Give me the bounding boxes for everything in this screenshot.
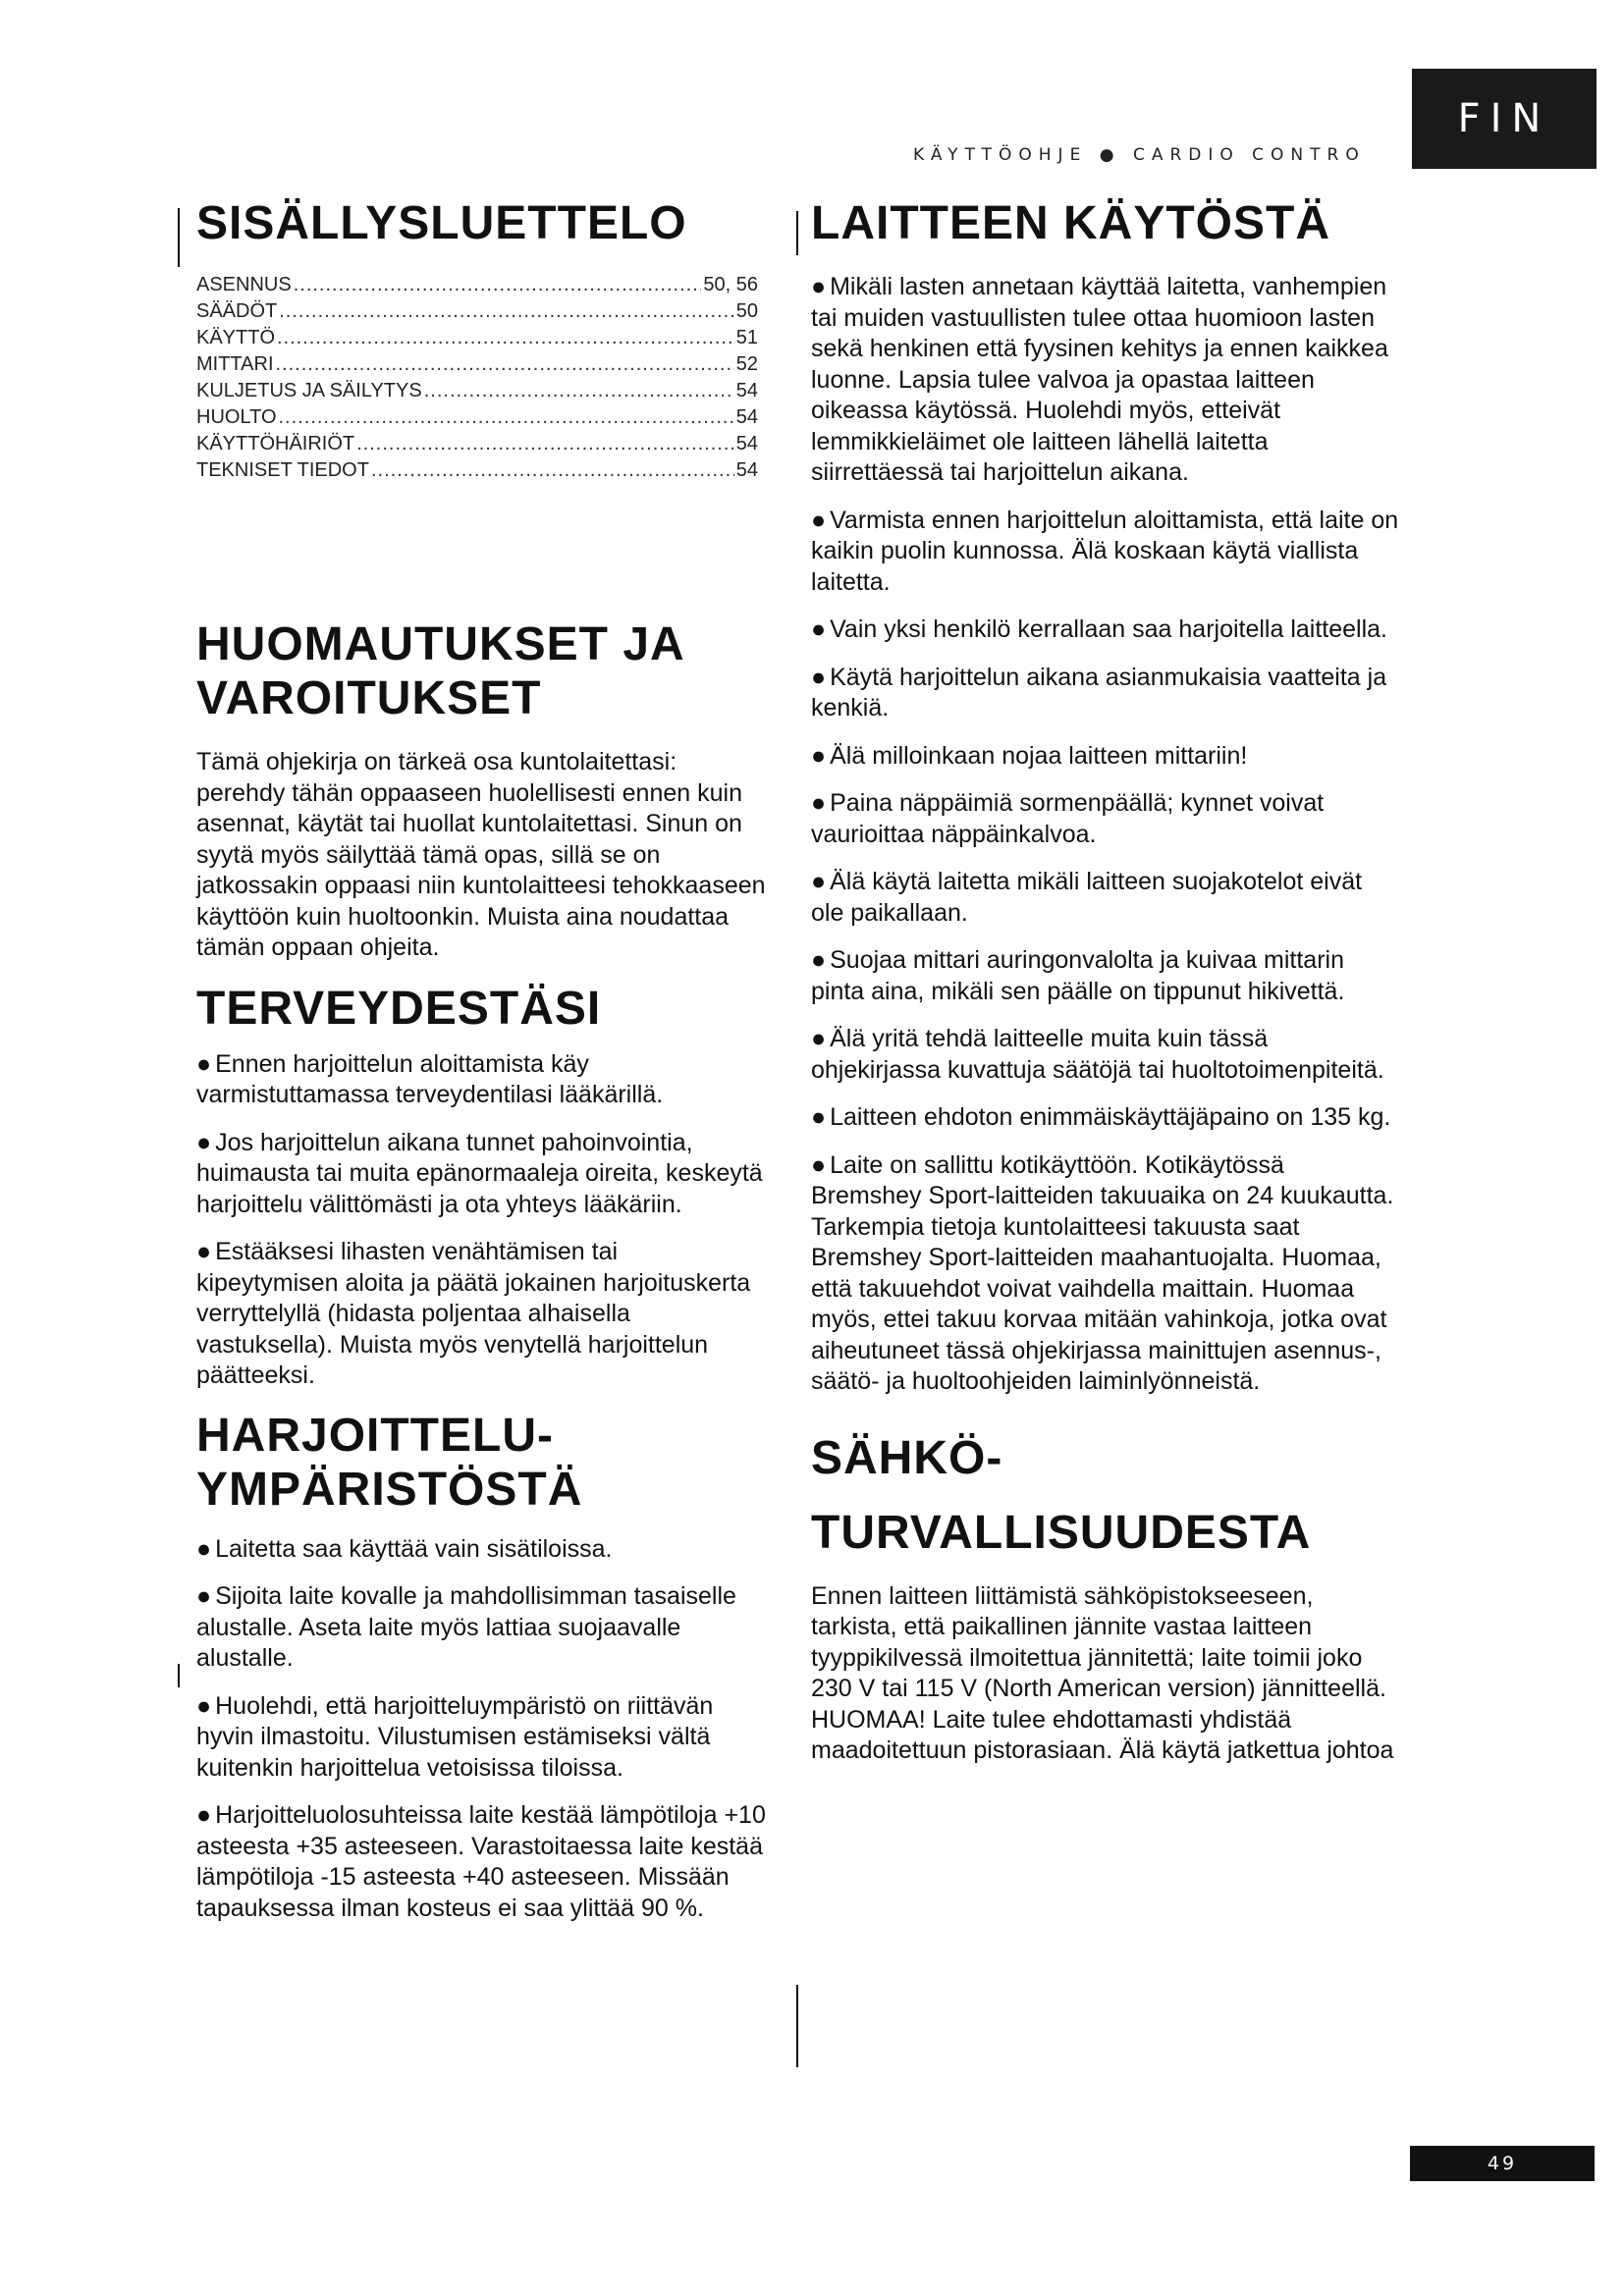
toc-row (196, 272, 758, 298)
toc-leader (424, 378, 734, 404)
bullet-text: Älä käytä laitetta mikäli laitteen suojakotelot eivät ole paikallaan. (811, 868, 1363, 927)
section-heading: LAITTEEN KÄYTÖSTÄ (811, 197, 1330, 249)
bullet-text: Varmista ennen harjoittelun aloittamista, että laite on kaikin puolin kunnossa. Älä koskaan käytä viallista laitetta. (811, 506, 1399, 596)
bullet-item: ● Vain yksi henkilö kerrallaan saa harjoitella laitteella. (811, 615, 1388, 643)
bullet-item: ● Älä milloinkaan nojaa laitteen mittariin! (811, 741, 1248, 770)
bullet-item: ● Älä yritä tehdä laitteelle muita kuin tässä ohjekirjassa kuvattuja säätöjä tai huoltotoimenpiteitä. (811, 1025, 1384, 1084)
bullet-text: Estääksesi lihasten venähtämisen tai kipeytymisen aloita ja päätä jokainen harjoituskerta verryttelyllä (hidasta poljentaa alhaisella vastuksella). Muista myös venytellä harjoittelun päätteeksi. (196, 1238, 751, 1389)
toc-leader (294, 272, 702, 298)
toc-leader (279, 404, 734, 431)
right-column (811, 196, 1400, 1767)
toc-leader (279, 298, 734, 325)
toc-label: SÄÄDÖT (196, 300, 278, 322)
toc-page: 50, 56 (703, 274, 758, 295)
environment-section (196, 1409, 766, 1925)
toc-label: HUOLTO (196, 406, 277, 428)
column-rule (796, 1985, 798, 2067)
toc-row (196, 404, 758, 431)
bullet-item: ● Suojaa mittari auringonvalolta ja kuivaa mittarin pinta aina, mikäli sen päälle on tippunut hikivettä. (811, 946, 1345, 1005)
bullet-text: Ennen harjoittelun aloittamista käy varmistuttamassa terveydentilasi lääkärillä. (196, 1049, 664, 1108)
toc-row (196, 325, 758, 351)
bullet-text: Harjoitteluolosuhteissa laite kestää lämpötiloja +10 asteesta +35 asteeseen. Varastoitaessa laite kestää lämpötiloja -15 asteesta +40 asteeseen. Missään tapauksessa ilman kosteus ei saa ylittää 90 %. (196, 1801, 766, 1922)
toc-row (196, 378, 758, 404)
toc-label: MITTARI (196, 353, 274, 375)
warnings-section (196, 617, 766, 964)
toc-row (196, 351, 758, 378)
bullet-text: Laite on sallittu kotikäyttöön. Kotikäytössä Bremshey Sport-laitteiden takuuaika on 24 kuukautta. Tarkempia tietoja kuntolaitteesi takuusta saat Bremshey Sport-laitteiden maahantuojalta. Huomaa, että takuuehdot voivat vaihdella maittain. Huomaa myös, ettei takuu korvaa mitään vahinkoja, jotka ovat aiheutuneet tässä ohjekirjassa mainittujen asennus-, säätö- ja huoltoohjeiden laiminlyönneistä. (811, 1150, 1394, 1395)
column-rule (178, 208, 180, 267)
bullet-item: ● Sijoita laite kovalle ja mahdollisimman tasaiselle alustalle. Aseta laite myös lattiaa suojaavalle alustalle. (196, 1582, 736, 1672)
section-heading: TERVEYDESTÄSI (196, 982, 602, 1035)
bullet-text: Jos harjoittelun aikana tunnet pahoinvointia, huimausta tai muita epänormaaleja oireita, keskeytä harjoittelu välittömästi ja ota yhteys lääkäriin. (196, 1128, 763, 1218)
toc-leader (277, 325, 734, 351)
bullet-item: ● Laite on sallittu kotikäyttöön. Kotikäytössä Bremshey Sport-laitteiden takuuaika on 24 kuukautta. Tarkempia tietoja kuntolaitteesi takuusta saat Bremshey Sport-laitteiden maahantuojalta. Huomaa, että takuuehdot voivat vaihdella maittain. Huomaa myös, ettei takuu korvaa mitään vahinkoja, jotka ovat aiheutuneet tässä ohjekirjassa mainittujen asennus-, säätö- ja huoltoohjeiden laiminlyönneistä. (811, 1150, 1394, 1395)
toc-row (196, 431, 758, 457)
toc-page: 54 (735, 433, 758, 454)
column-rule (796, 211, 798, 255)
bullet-item: ● Paina näppäimiä sormenpäällä; kynnet voivat vaurioittaa näppäinkalvoa. (811, 789, 1325, 848)
toc-page: 54 (735, 406, 758, 428)
bullet-item: ● Ennen harjoittelun aloittamista käy varmistuttamassa terveydentilasi lääkärillä. (196, 1049, 664, 1108)
toc-page: 51 (735, 327, 758, 348)
column-rule (178, 1664, 180, 1687)
toc-leader (371, 457, 734, 484)
section-heading: SÄHKÖ- (811, 1431, 1003, 1484)
toc-page: 54 (735, 459, 758, 481)
left-column (196, 196, 766, 1941)
section-heading: VAROITUKSET (196, 672, 542, 724)
toc-label: TEKNISET TIEDOT (196, 459, 369, 481)
section-heading: YMPÄRISTÖSTÄ (196, 1463, 583, 1516)
toc-page: 50 (735, 300, 758, 322)
section-heading: TURVALLISUUDESTA (811, 1506, 1312, 1559)
toc-label: KÄYTTÖHÄIRIÖT (196, 433, 355, 454)
toc-row (196, 298, 758, 325)
bullet-text: Huolehdi, että harjoitteluympäristö on riittävän hyvin ilmastoitu. Vilustumisen estämiseksi vältä kuitenkin harjoittelua vetoisissa tiloissa. (196, 1691, 714, 1782)
bullet-item: ● Jos harjoittelun aikana tunnet pahoinvointia, huimausta tai muita epänormaaleja oireita, keskeytä harjoittelu välittömästi ja ota yhteys lääkäriin. (196, 1128, 763, 1218)
toc-heading: SISÄLLYSLUETTELO (196, 197, 687, 249)
bullet-item: ● Käytä harjoittelun aikana asianmukaisia vaatteita ja kenkiä. (811, 663, 1387, 721)
section-heading: HUOMAUTUKSET JA (196, 618, 685, 670)
body-paragraph: Ennen laitteen liittämistä sähköpistokseeseen, tarkista, että paikallinen jännite vastaa laitteen tyyppikilvessä ilmoitettua jännitettä; laite toimii joko 230 V tai 115 V (North American version) jännitteellä. HUOMAA! Laite tulee ehdottamasti yhdistää maadoitettuun pistorasiaan. Älä käytä jatkettua johtoa (811, 1581, 1394, 1764)
toc-label: KULJETUS JA SÄILYTYS (196, 380, 422, 401)
bullet-text: Paina näppäimiä sormenpäällä; kynnet voivat vaurioittaa näppäinkalvoa. (811, 789, 1325, 848)
bullet-text: Suojaa mittari auringonvalolta ja kuivaa mittarin pinta aina, mikäli sen päälle on tippunut hikivettä. (811, 946, 1345, 1005)
toc-row (196, 457, 758, 484)
bullet-item: ● Älä käytä laitetta mikäli laitteen suojakotelot eivät ole paikallaan. (811, 868, 1363, 927)
bullet-text: Älä yritä tehdä laitteelle muita kuin tässä ohjekirjassa kuvattuja säätöjä tai huoltotoimenpiteitä. (811, 1025, 1384, 1084)
table-of-contents (196, 272, 758, 484)
bullet-text: Laitetta saa käyttää vain sisätiloissa. (215, 1534, 613, 1563)
health-section (196, 982, 766, 1392)
bullet-text: Älä milloinkaan nojaa laitteen mittariin! (830, 741, 1248, 770)
body-paragraph: Tämä ohjekirja on tärkeä osa kuntolaitettasi: perehdy tähän oppaaseen huolellisesti ennen kuin asennat, käytät tai huollat kuntolaitettasi. Sinun on syytä myös säilyttää tämä opas, sillä se on jatkossakin oppaasi niin kuntolaitteesi tehokkaaseen käyttöön kuin huoltoonkin. Muista aina noudattaa tämän oppaan ohjeita. (196, 748, 766, 961)
bullet-item: ● Estääksesi lihasten venähtämisen tai kipeytymisen aloita ja päätä jokainen harjoituskerta verryttelyllä (hidasta poljentaa alhaisella vastuksella). Muista myös venytellä harjoittelun päätteeksi. (196, 1238, 751, 1389)
page-number: 49 (1410, 2146, 1595, 2181)
electrical-section (811, 1415, 1400, 1767)
toc-leader (276, 351, 734, 378)
language-badge: FIN (1412, 69, 1597, 169)
bullet-item: ● Mikäli lasten annetaan käyttää laitetta, vanhempien tai muiden vastuullisten tulee ottaa huomioon lasten sekä henkinen että fyysinen kehitys ja ennen kaikkea luonne. Lapsia tulee valvoa ja opastaa laitteen oikeassa käytössä. Huolehdi myös, etteivät lemmikkieläimet ole laitteen lähellä laitetta siirrettäessä tai harjoittelun aikana. (811, 273, 1388, 486)
bullet-text: Laitteen ehdoton enimmäiskäyttäjäpaino on 135 kg. (830, 1103, 1391, 1131)
toc-page: 52 (735, 353, 758, 375)
toc-label: KÄYTTÖ (196, 327, 276, 348)
bullet-item: ● Laitteen ehdoton enimmäiskäyttäjäpaino on 135 kg. (811, 1103, 1391, 1131)
toc-leader (356, 431, 734, 457)
bullet-text: Käytä harjoittelun aikana asianmukaisia vaatteita ja kenkiä. (811, 663, 1387, 721)
running-header: KÄYTTÖOHJE ● CARDIO CONTRO (913, 145, 1366, 165)
toc-label: ASENNUS (196, 274, 292, 295)
bullet-item: ● Varmista ennen harjoittelun aloittamista, että laite on kaikin puolin kunnossa. Älä koskaan käytä viallista laitetta. (811, 506, 1399, 596)
bullet-item: ● Huolehdi, että harjoitteluympäristö on riittävän hyvin ilmastoitu. Vilustumisen estämiseksi vältä kuitenkin harjoittelua vetoisissa tiloissa. (196, 1691, 714, 1782)
section-heading: HARJOITTELU- (196, 1409, 554, 1462)
bullet-item: ● Laitetta saa käyttää vain sisätiloissa. (196, 1534, 613, 1563)
bullet-text: Vain yksi henkilö kerrallaan saa harjoitella laitteella. (830, 615, 1388, 643)
bullet-text: Mikäli lasten annetaan käyttää laitetta, vanhempien tai muiden vastuullisten tulee ottaa huomioon lasten sekä henkinen että fyysinen kehitys ja ennen kaikkea luonne. Lapsia tulee valvoa ja opastaa laitteen oikeassa käytössä. Huolehdi myös, etteivät lemmikkieläimet ole laitteen lähellä laitetta siirrettäessä tai harjoittelun aikana. (811, 273, 1388, 486)
bullet-text: Sijoita laite kovalle ja mahdollisimman tasaiselle alustalle. Aseta laite myös lattiaa suojaavalle alustalle. (196, 1582, 736, 1672)
bullet-item: ● Harjoitteluolosuhteissa laite kestää lämpötiloja +10 asteesta +35 asteeseen. Varastoitaessa laite kestää lämpötiloja -15 asteesta +40 asteeseen. Missään tapauksessa ilman kosteus ei saa ylittää 90 %. (196, 1801, 766, 1922)
toc-page: 54 (735, 380, 758, 401)
